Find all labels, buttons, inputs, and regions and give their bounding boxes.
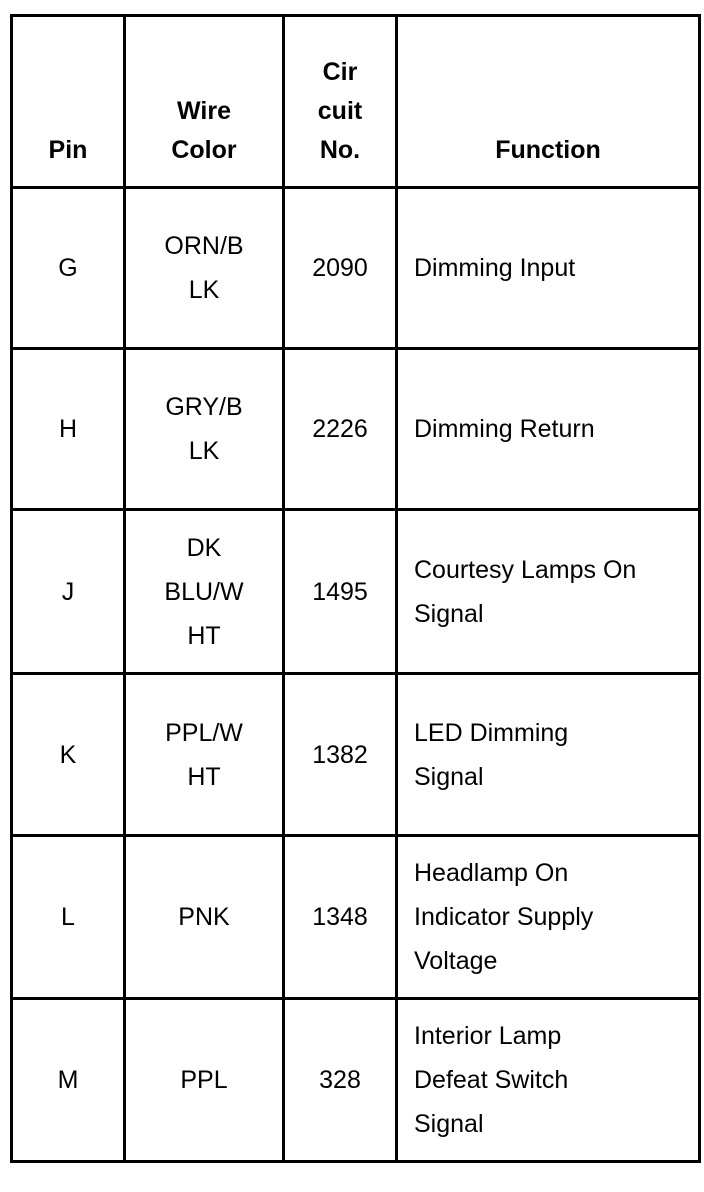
wire-color-cell: DK BLU/W HT xyxy=(125,510,284,674)
pin-cell: G xyxy=(12,188,125,349)
table-row xyxy=(12,999,700,1162)
table-row xyxy=(12,674,700,836)
wire-color-cell: PPL xyxy=(125,999,284,1162)
function-cell: Headlamp On Indicator Supply Voltage xyxy=(397,836,700,999)
circuit-no-cell: 1382 xyxy=(284,674,397,836)
table-row xyxy=(12,836,700,999)
header-circuit-no: Cir cuit No. xyxy=(284,16,397,188)
wire-color-cell: ORN/B LK xyxy=(125,188,284,349)
wire-color-cell: GRY/B LK xyxy=(125,349,284,510)
circuit-no-cell: 328 xyxy=(284,999,397,1162)
connector-pinout-table xyxy=(10,14,701,1163)
header-row xyxy=(12,16,700,188)
function-cell: LED Dimming Signal xyxy=(397,674,700,836)
table-row xyxy=(12,510,700,674)
pin-cell: M xyxy=(12,999,125,1162)
circuit-no-cell: 2090 xyxy=(284,188,397,349)
wire-color-cell: PPL/W HT xyxy=(125,674,284,836)
function-cell: Dimming Input xyxy=(397,188,700,349)
header-pin: Pin xyxy=(12,16,125,188)
header-function: Function xyxy=(397,16,700,188)
circuit-no-cell: 1348 xyxy=(284,836,397,999)
pin-cell: L xyxy=(12,836,125,999)
wire-color-cell: PNK xyxy=(125,836,284,999)
table-row xyxy=(12,188,700,349)
table-row xyxy=(12,349,700,510)
header-wire-color: Wire Color xyxy=(125,16,284,188)
circuit-no-cell: 2226 xyxy=(284,349,397,510)
function-cell: Courtesy Lamps On Signal xyxy=(397,510,700,674)
function-cell: Dimming Return xyxy=(397,349,700,510)
circuit-no-cell: 1495 xyxy=(284,510,397,674)
pin-cell: J xyxy=(12,510,125,674)
function-cell: Interior Lamp Defeat Switch Signal xyxy=(397,999,700,1162)
pin-cell: H xyxy=(12,349,125,510)
pin-cell: K xyxy=(12,674,125,836)
